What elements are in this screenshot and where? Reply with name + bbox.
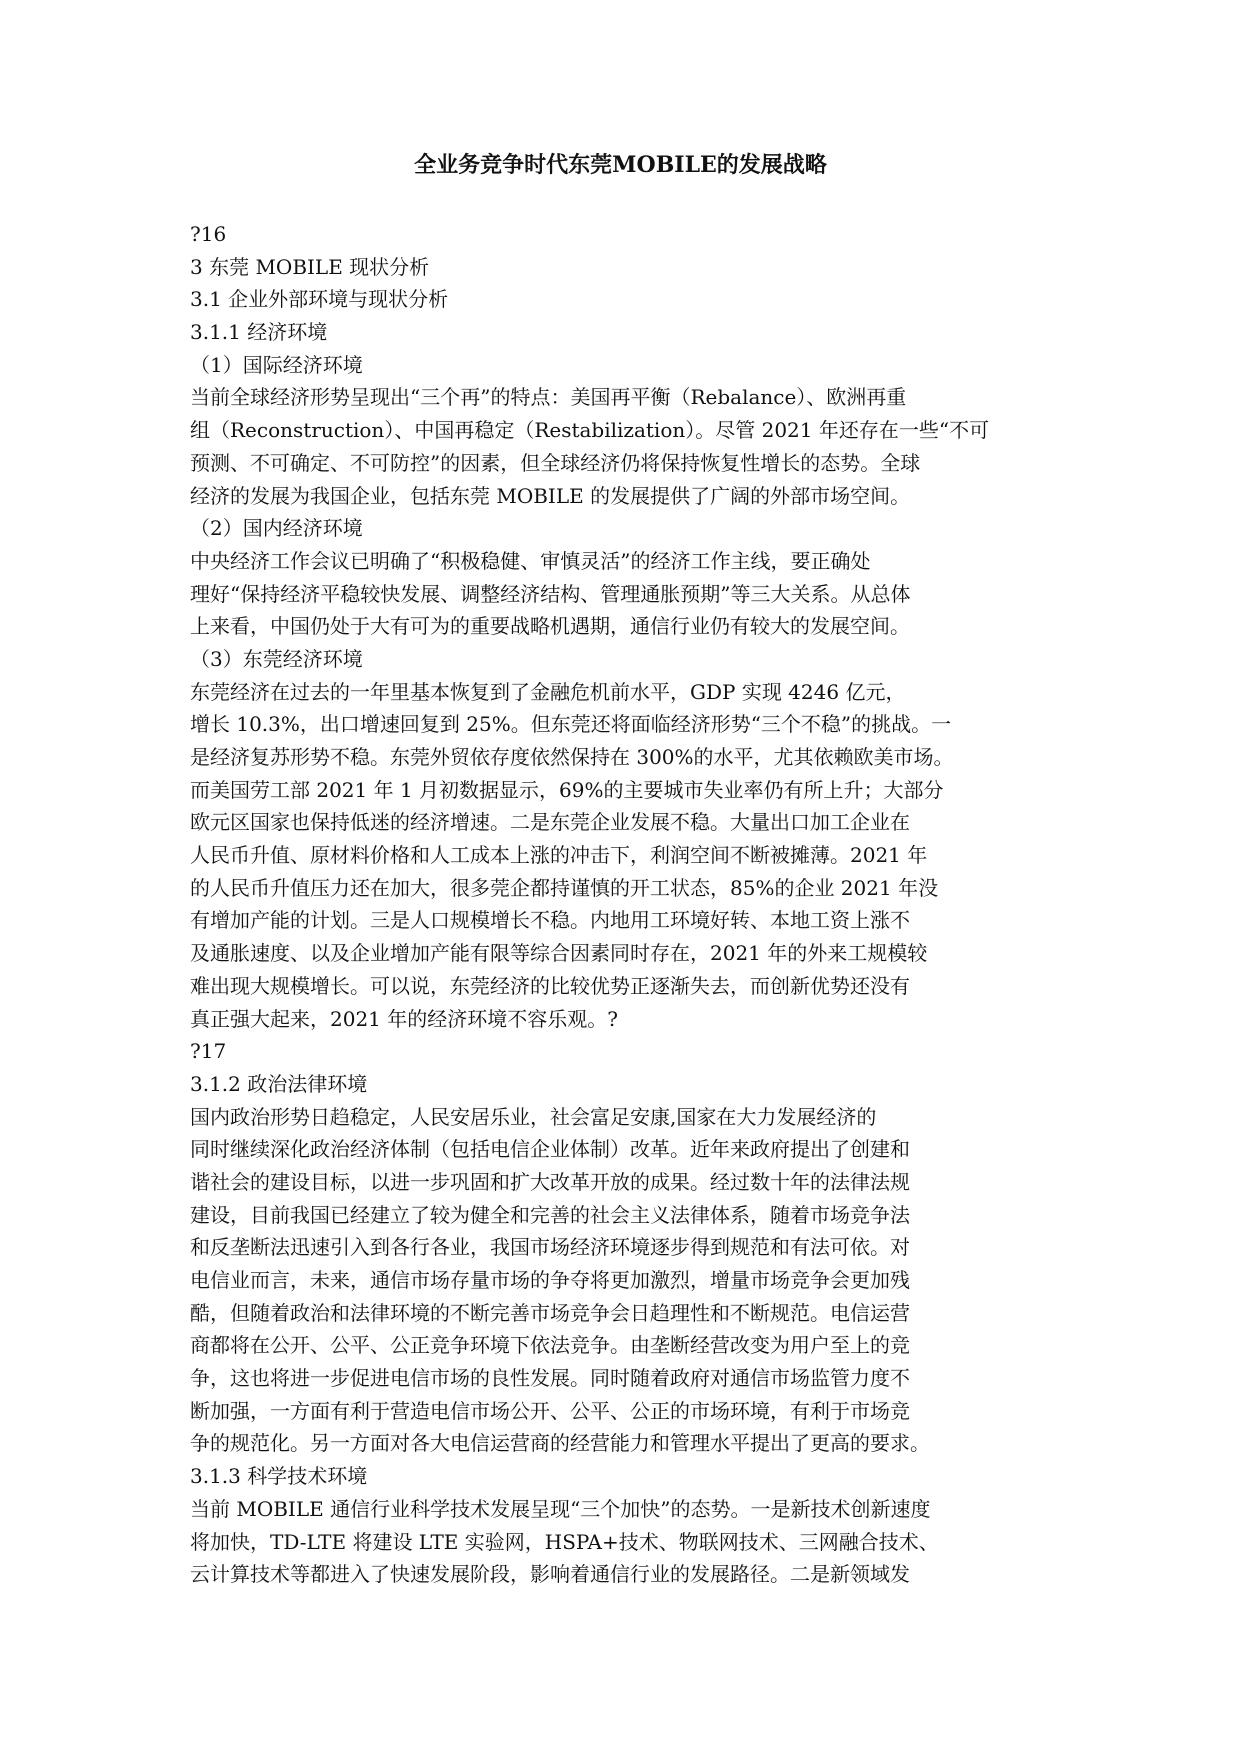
document-title: 全业务竞争时代东莞MOBILE的发展战略 <box>414 152 827 178</box>
text-line: 3.1.2 政治法律环境 <box>190 1071 368 1096</box>
text-line: 争，这也将进一步促进电信市场的良性发展。同时随着政府对通信市场监管力度不 <box>190 1366 910 1391</box>
text-line: 3.1.3 科学技术环境 <box>190 1464 368 1489</box>
text-line: 的人民币升值压力还在加大，很多莞企都持谨慎的开工状态，85%的企业 2021 年没 <box>190 875 939 900</box>
text-line: 上来看，中国仍处于大有可为的重要战略机遇期，通信行业仍有较大的发展空间。 <box>190 614 910 639</box>
text-line: 理好“保持经济平稳较快发展、调整经济结构、管理通胀预期”等三大关系。从总体 <box>190 581 911 606</box>
text-line: 及通胀速度、以及企业增加产能有限等综合因素同时存在，2021 年的外来工规模较 <box>190 941 928 966</box>
text-line: 电信业而言，未来，通信市场存量市场的争夺将更加激烈，增量市场竞争会更加残 <box>190 1268 910 1292</box>
text-line: 谐社会的建设目标，以进一步巩固和扩大改革开放的成果。经过数十年的法律法规 <box>190 1169 910 1194</box>
text-line: 3.1.1 经济环境 <box>190 320 328 345</box>
text-line: 预测、不可确定、不可防控”的因素，但全球经济仍将保持恢复性增长的态势。全球 <box>190 450 921 475</box>
text-line: 和反垄断法迅速引入到各行各业，我国市场经济环境逐步得到规范和有法可依。对 <box>190 1235 910 1260</box>
text-line: （2）国内经济环境 <box>190 516 363 541</box>
text-line: 是经济复苏形势不稳。东莞外贸依存度依然保持在 300%的水平，尤其依赖欧美市场。 <box>190 745 954 769</box>
text-line: 真正强大起来，2021 年的经济环境不容乐观。? <box>190 1006 618 1031</box>
text-line: 经济的发展为我国企业，包括东莞 MOBILE 的发展提供了广阔的外部市场空间。 <box>190 483 911 508</box>
text-line: 组（Reconstruction）、中国再稳定（Restabilization）。尽管 2021 年还存在一些“不可 <box>190 418 990 443</box>
text-line: 人民币升值、原材料价格和人工成本上涨的冲击下，利润空间不断被摊薄。2021 年 <box>190 843 928 868</box>
text-line: 当前全球经济形势呈现出“三个再”的特点：美国再平衡（Rebalance）、欧洲再重 <box>190 385 907 410</box>
text-line: 东莞经济在过去的一年里基本恢复到了金融危机前水平，GDP 实现 4246 亿元， <box>190 679 906 704</box>
text-line: 增长 10.3%，出口增速回复到 25%。但东莞还将面临经济形势“三个不稳”的挑战。一 <box>190 712 952 737</box>
text-line: 当前 MOBILE 通信行业科学技术发展呈现“三个加快”的态势。一是新技术创新速度 <box>190 1496 931 1521</box>
document-body <box>190 218 1050 1591</box>
text-line: 有增加产能的计划。三是人口规模增长不稳。内地用工环境好转、本地工资上涨不 <box>190 908 910 933</box>
text-line: 同时继续深化政治经济体制（包括电信企业体制）改革。近年来政府提出了创建和 <box>190 1137 910 1162</box>
text-line: 中央经济工作会议已明确了“积极稳健、审慎灵活”的经济工作主线，要正确处 <box>190 548 871 573</box>
text-line: 3 东莞 MOBILE 现状分析 <box>190 254 430 279</box>
text-line: 3.1 企业外部环境与现状分析 <box>190 287 449 312</box>
text-line: 断加强，一方面有利于营造电信市场公开、公平、公正的市场环境，有利于市场竞 <box>190 1398 910 1423</box>
text-line: 商都将在公开、公平、公正竞争环境下依法竞争。由垄断经营改变为用户至上的竞 <box>190 1333 910 1358</box>
text-line: 争的规范化。另一方面对各大电信运营商的经营能力和管理水平提出了更高的要求。 <box>190 1431 930 1456</box>
text-line: （1）国际经济环境 <box>190 352 363 377</box>
text-line: ?17 <box>190 1039 227 1064</box>
text-line: 云计算技术等都进入了快速发展阶段，影响着通信行业的发展路径。二是新领域发 <box>190 1562 910 1587</box>
text-line: 欧元区国家也保持低迷的经济增速。二是东莞企业发展不稳。大量出口加工企业在 <box>190 810 910 835</box>
text-line: ?16 <box>190 222 227 246</box>
text-line: 建设，目前我国已经建立了较为健全和完善的社会主义法律体系，随着市场竞争法 <box>190 1202 910 1227</box>
text-line: 难出现大规模增长。可以说，东莞经济的比较优势正逐渐失去，而创新优势还没有 <box>190 973 910 998</box>
text-line: 将加快，TD-LTE 将建设 LTE 实验网，HSPA+技术、物联网技术、三网融合技术、 <box>190 1529 939 1554</box>
text-line: 酷，但随着政治和法律环境的不断完善市场竞争会日趋理性和不断规范。电信运营 <box>190 1300 910 1325</box>
text-line: 国内政治形势日趋稳定，人民安居乐业，社会富足安康,国家在大力发展经济的 <box>190 1104 877 1129</box>
text-line: 而美国劳工部 2021 年 1 月初数据显示，69%的主要城市失业率仍有所上升；大部分 <box>190 777 944 802</box>
text-line: （3）东莞经济环境 <box>190 646 363 671</box>
